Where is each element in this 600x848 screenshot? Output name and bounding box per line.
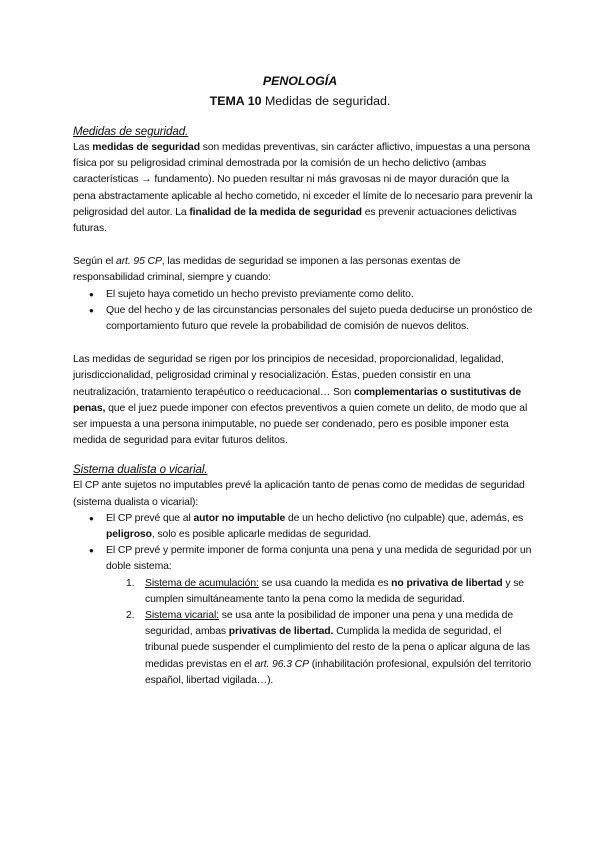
section-heading: Medidas de seguridad. xyxy=(73,125,189,138)
list-item: 2. Sistema vicarial: se usa ante la posibilidad de imponer una pena y una medida de seguridad, ambas privativas de libertad. Cumplida la medida de seguridad, el tribunal puede suspender el cumplimiento del resto de la pena o aplicar alguna de las medidas previstas en el art. 96.3 CP (inhabilitación profesional, expulsión del territorio español, libertad vigilada…). xyxy=(126,610,532,686)
paragraph: El CP ante sujetos no imputables prevé la aplicación tanto de penas como de medidas de seguridad (sistema dualista o vicarial): xyxy=(73,480,525,508)
paragraph: Según el art. 95 CP, las medidas de seguridad se imponen a las personas exentas de responsabilidad criminal, siempre y cuando: xyxy=(73,256,461,284)
list-item: ● El sujeto haya cometido un hecho previsto previamente como delito. xyxy=(106,287,533,303)
document-body xyxy=(73,124,533,689)
bullet-list xyxy=(73,511,533,576)
list-item: ● El CP prevé y permite imponer de forma conjunta una pena y una medida de seguridad por un doble sistema: xyxy=(106,543,533,575)
list-item: ● El CP prevé que al autor no imputable de un hecho delictivo (no culpable) que, además, es peligroso, solo es posible aplicarle medidas de seguridad. xyxy=(106,511,533,543)
topic-number: TEMA 10 xyxy=(209,94,262,108)
paragraph: Las medidas de seguridad se rigen por los principios de necesidad, proporcionalidad, legalidad, jurisdiccionalidad, peligrosidad criminal y resocialización. Éstas, pueden consistir en una neutralización, tratamiento terapéutico o reeducacional… Son complementarias o sustitutivas de penas, que el juez puede imponer con efectos preventivos a quien comete un delito, de modo que al ser impuesta a una persona inimputable, no puede ser condenado, pero es posible imponer esta medida de seguridad para evitar futuros delitos. xyxy=(73,354,528,447)
section-heading: Sistema dualista o vicarial. xyxy=(73,463,208,477)
list-item: ● Que del hecho y de las circunstancias personales del sujeto pueda deducirse un pronóstico de comportamiento futuro que revele la probabilidad de comisión de nuevos delitos. xyxy=(106,303,533,335)
document-title: PENOLOGÍA xyxy=(262,74,338,88)
bullet-list xyxy=(73,287,533,336)
numbered-list xyxy=(73,576,533,689)
topic-name: Medidas de seguridad. xyxy=(261,94,391,108)
paragraph: Las medidas de seguridad son medidas preventivas, sin carácter aflictivo, impuestas a una persona física por su peligrosidad criminal demostrada por la comisión de un hecho delictivo (ambas características → fundamento). No pueden resultar ni más gravosas ni de mayor duración que la pena abstractamente aplicable al hecho cometido, ni exceder el límite de lo necesario para prevenir la peligrosidad del autor. La finalidad de la medida de seguridad es prevenir actuaciones delictivas futuras. xyxy=(73,142,533,235)
list-item: 1. Sistema de acumulación: se usa cuando la medida es no privativa de libertad y se cumplen simultáneamente tanto la pena como la medida de seguridad. xyxy=(126,577,524,605)
document-subtitle xyxy=(0,93,600,109)
